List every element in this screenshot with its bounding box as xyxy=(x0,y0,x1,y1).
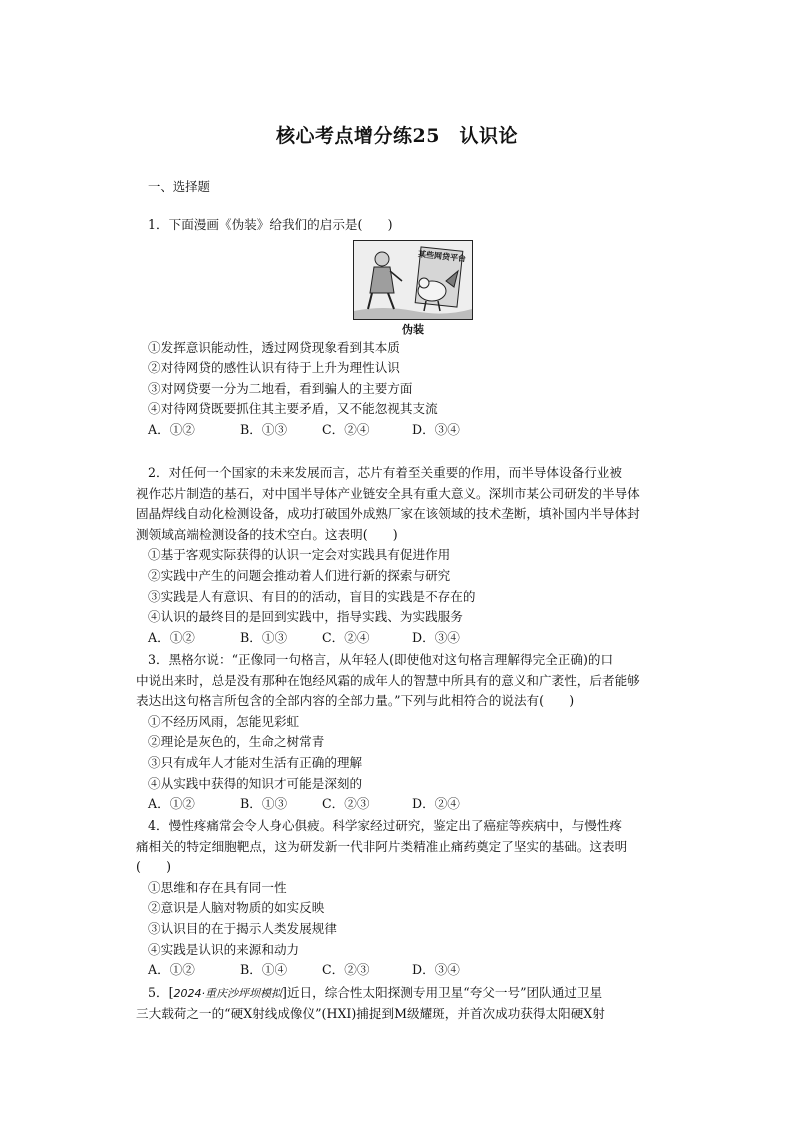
question-1-option: ④对待网贷既要抓住其主要矛盾，又不能忽视其支流 xyxy=(148,401,438,417)
question-2-stem-line: 测领域高端检测设备的技术空白。这表明( ) xyxy=(136,526,398,542)
question-3-stem-line: 3．黑格尔说：“正像同一句格言，从年轻人(即使他对这句格言理解得完全正确)的口 xyxy=(148,652,614,667)
question-2 xyxy=(136,463,688,648)
question-2-option: ③实践是人有意识、有目的的活动，盲目的实践是不存在的 xyxy=(148,588,476,604)
choice-d[interactable]: D．②④ xyxy=(412,796,460,812)
question-4-stem-line: 4．慢性疼痛常会令人身心俱疲。科学家经过研究，鉴定出了癌症等疾病中，与慢性疼 xyxy=(148,818,622,833)
choice-a[interactable]: A．①② xyxy=(148,421,195,437)
choice-d[interactable]: D．③④ xyxy=(412,421,460,437)
choice-a[interactable]: A．①② xyxy=(148,629,195,645)
question-4-choices xyxy=(148,960,688,981)
question-3-choices xyxy=(148,794,688,815)
question-5-stem-line xyxy=(148,983,688,1004)
question-2-stem-line: 视作芯片制造的基石，对中国半导体产业链安全具有重大意义。深圳市某公司研发的半导体 xyxy=(136,485,640,501)
question-4-option: ④实践是认识的来源和动力 xyxy=(148,941,300,957)
question-3-stem-line: 中说出来时，总是没有那种在饱经风霜的成年人的智慧中所具有的意义和广袤性，后者能够 xyxy=(136,672,640,688)
choice-d[interactable]: D．③④ xyxy=(412,962,460,978)
question-3 xyxy=(136,650,688,815)
choice-b[interactable]: B．①④ xyxy=(240,962,288,978)
question-4 xyxy=(136,816,688,981)
question-5-source: 2024·重庆沙坪坝模拟 xyxy=(173,987,283,1000)
question-1-choices xyxy=(148,420,678,441)
question-5-line1: ]近日，综合性太阳探测专用卫星“夸父一号”团队通过卫星 xyxy=(282,985,603,1000)
choice-b[interactable]: B．①③ xyxy=(240,629,288,645)
choice-c[interactable]: C．②④ xyxy=(322,629,370,645)
question-3-option: ④从实践中获得的知识才可能是深刻的 xyxy=(148,775,363,791)
section-heading: 一、选择题 xyxy=(148,179,210,194)
question-3-option: ③只有成年人才能对生活有正确的理解 xyxy=(148,754,363,770)
cartoon-figure xyxy=(148,240,678,338)
question-2-option: ④认识的最终目的是回到实践中，指导实践、为实践服务 xyxy=(148,609,463,625)
question-2-option: ①基于客观实际获得的认识一定会对实践具有促进作用 xyxy=(148,547,451,563)
question-2-stem-line: 2．对任何一个国家的未来发展而言，芯片有着至关重要的作用，而半导体设备行业被 xyxy=(148,465,622,480)
question-4-stem-line: ( ) xyxy=(136,859,172,875)
question-3-option: ②理论是灰色的，生命之树常青 xyxy=(148,734,325,750)
choice-c[interactable]: C．②④ xyxy=(322,421,370,437)
question-2-stem-line: 固晶焊线自动化检测设备，成功打破国外成熟厂家在该领域的技术垄断，填补国内半导体封 xyxy=(136,506,640,522)
question-4-option: ③认识目的在于揭示人类发展规律 xyxy=(148,920,337,936)
question-5 xyxy=(136,983,688,1024)
choice-b[interactable]: B．①③ xyxy=(240,796,288,812)
question-4-option: ①思维和存在具有同一性 xyxy=(148,879,287,895)
question-1-stem: 1．下面漫画《伪装》给我们的启示是( ) xyxy=(148,217,393,232)
choice-a[interactable]: A．①② xyxy=(148,962,195,978)
question-4-stem-line: 痛相关的特定细胞靶点，这为研发新一代非阿片类精准止痛药奠定了坚实的基础。这表明 xyxy=(136,838,628,854)
question-3-option: ①不经历风雨，怎能见彩虹 xyxy=(148,713,300,729)
cartoon-image xyxy=(353,240,473,320)
question-5-stem-line: 三大载荷之一的“硬X射线成像仪”(HXI)捕捉到M级耀斑，并首次成功获得太阳硬X射 xyxy=(136,1005,605,1021)
choice-c[interactable]: C．②③ xyxy=(322,796,370,812)
question-2-option: ②实践中产生的问题会推动着人们进行新的探索与研究 xyxy=(148,567,451,583)
choice-c[interactable]: C．②③ xyxy=(322,962,370,978)
page-title: 核心考点增分练25 认识论 xyxy=(276,125,518,147)
cartoon-caption: 伪装 xyxy=(402,322,424,336)
question-3-stem-line: 表达出这句格言所包含的全部内容的全部力量。”下列与此相符合的说法有( ) xyxy=(136,693,575,709)
question-5-prefix: 5．[ xyxy=(148,985,174,1000)
choice-a[interactable]: A．①② xyxy=(148,796,195,812)
question-4-option: ②意识是人脑对物质的如实反映 xyxy=(148,900,325,916)
choice-d[interactable]: D．③④ xyxy=(412,629,460,645)
question-2-choices xyxy=(148,628,688,649)
question-1-option: ③对网贷要一分为二地看，看到骗人的主要方面 xyxy=(148,380,413,396)
cartoon-banner: 某些网贷平台 xyxy=(417,249,467,264)
question-1 xyxy=(148,215,678,441)
question-1-option: ②对待网贷的感性认识有待于上升为理性认识 xyxy=(148,360,400,376)
choice-b[interactable]: B．①③ xyxy=(240,421,288,437)
question-1-option: ①发挥意识能动性，透过网贷现象看到其本质 xyxy=(148,339,400,355)
